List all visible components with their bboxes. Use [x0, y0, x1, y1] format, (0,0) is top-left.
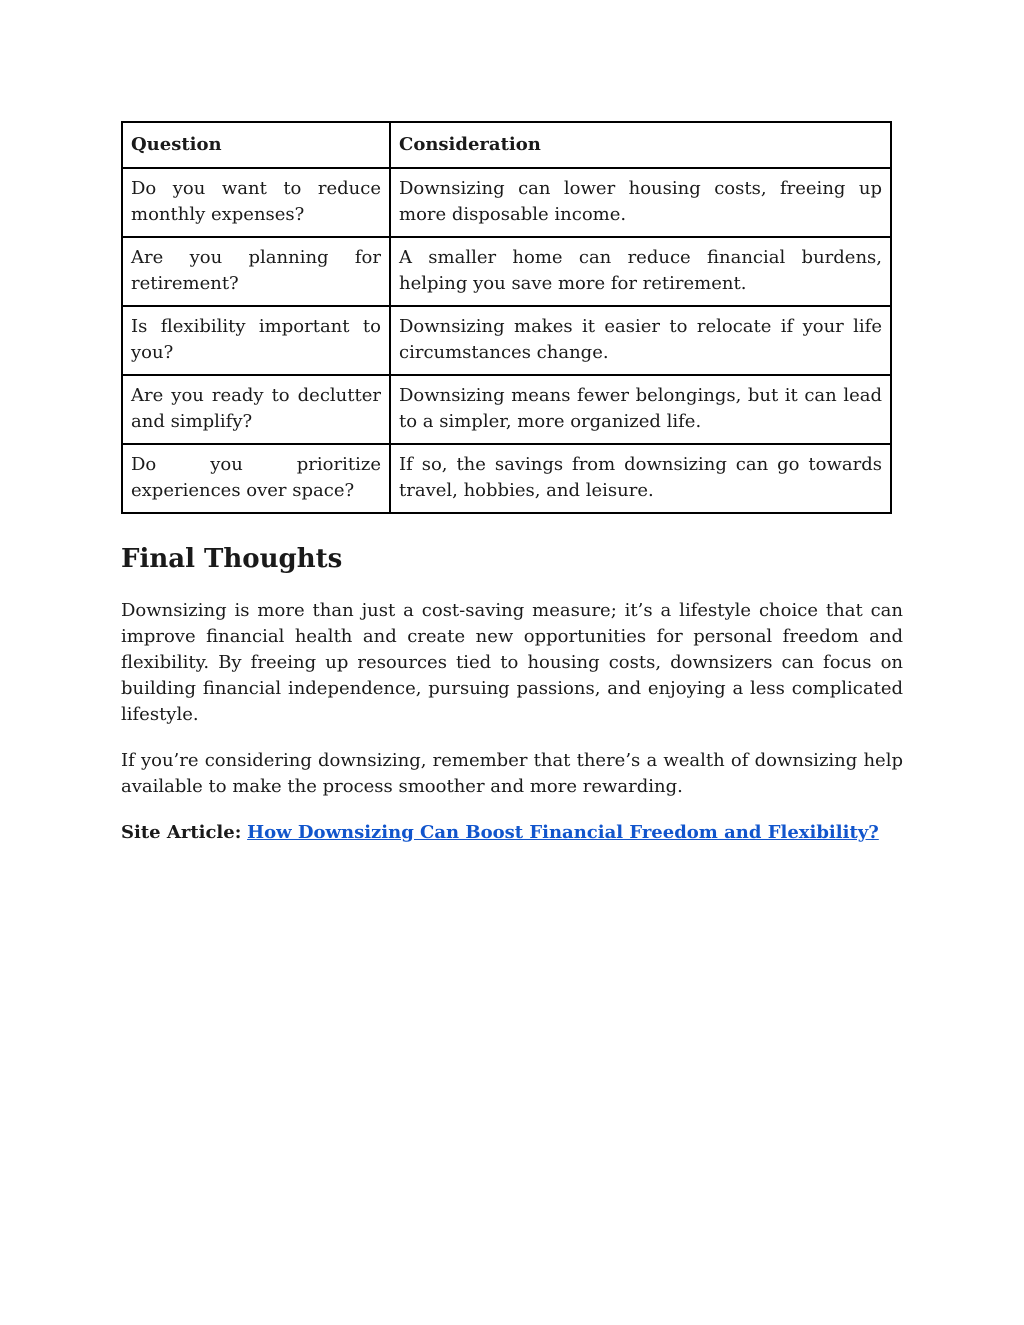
question-cell: Are you planning for retirement? [122, 237, 390, 306]
table-row [122, 375, 891, 444]
table-header-row [122, 122, 891, 168]
site-article-link[interactable]: How Downsizing Can Boost Financial Freedom and Flexibility? [247, 822, 879, 843]
consideration-cell: If so, the savings from downsizing can go towards travel, hobbies, and leisure. [390, 444, 891, 513]
site-article-label: Site Article: [121, 822, 242, 843]
site-article-line [121, 820, 903, 846]
section-heading: Final Thoughts [121, 544, 343, 574]
question-cell: Do you prioritize experiences over space? [122, 444, 390, 513]
table-row [122, 237, 891, 306]
question-cell: Is flexibility important to you? [122, 306, 390, 375]
table-row [122, 168, 891, 237]
body-paragraph: Downsizing is more than just a cost-saving measure; it’s a lifestyle choice that can improve financial health and create new opportunities for personal freedom and flexibility. By freeing up resources tied to housing costs, downsizers can focus on building financial independence, pursuing passions, and enjoying a less complicated lifestyle. [121, 600, 903, 725]
question-cell: Are you ready to declutter and simplify? [122, 375, 390, 444]
consideration-cell: A smaller home can reduce financial burdens, helping you save more for retirement. [390, 237, 891, 306]
body-paragraph: If you’re considering downsizing, remember that there’s a wealth of downsizing help available to make the process smoother and more rewarding. [121, 750, 903, 797]
question-cell: Do you want to reduce monthly expenses? [122, 168, 390, 237]
consideration-cell: Downsizing means fewer belongings, but it can lead to a simpler, more organized life. [390, 375, 891, 444]
header-question: Question [122, 122, 390, 168]
header-consideration: Consideration [390, 122, 891, 168]
document-page [121, 121, 903, 846]
table-row [122, 444, 891, 513]
question-consideration-table [121, 121, 892, 514]
table-row [122, 306, 891, 375]
consideration-cell: Downsizing makes it easier to relocate if your life circumstances change. [390, 306, 891, 375]
consideration-cell: Downsizing can lower housing costs, freeing up more disposable income. [390, 168, 891, 237]
